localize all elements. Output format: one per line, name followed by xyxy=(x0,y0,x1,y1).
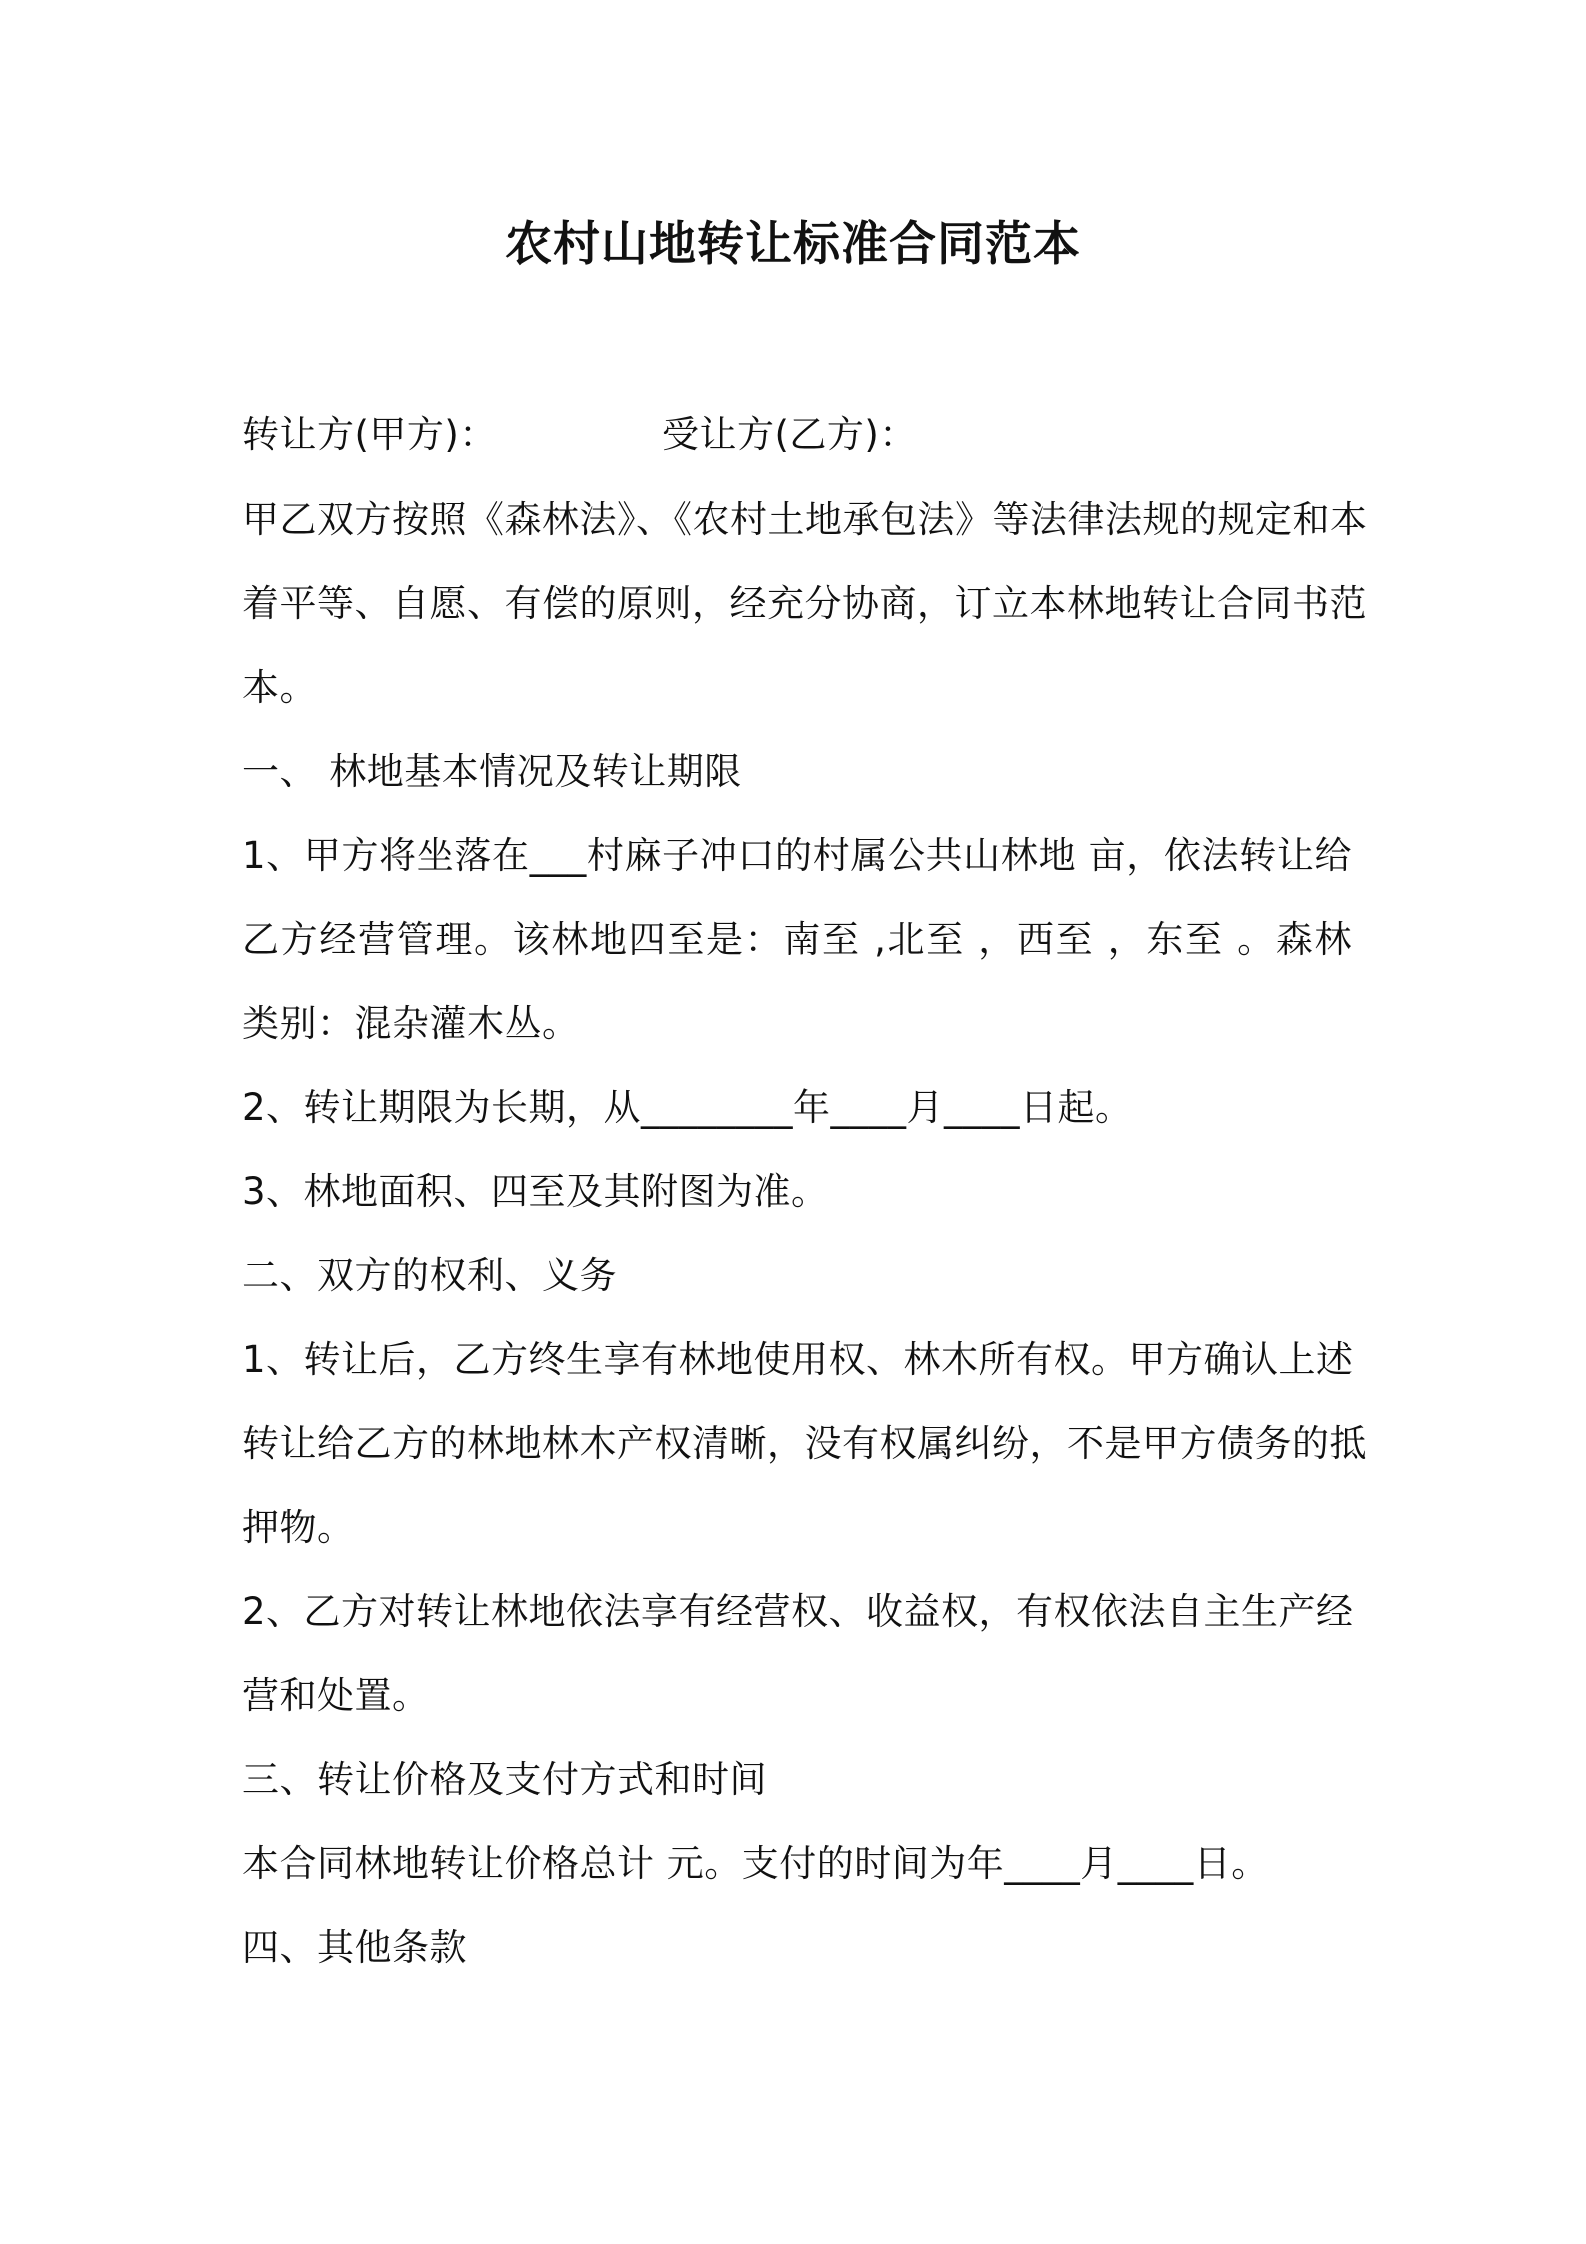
paragraph-line: 1、转让后，乙方终生享有林地使用权、林木所有权。甲方确认上述 xyxy=(242,1338,1354,1381)
paragraph-line: 1、甲方将坐落在___村麻子冲口的村属公共山林地 亩，依法转让给 xyxy=(242,834,1352,877)
section-heading: 三、转让价格及支付方式和时间 xyxy=(242,1758,767,1801)
paragraph-line: 甲乙双方按照《森林法》、《农村土地承包法》等法律法规的规定和本 xyxy=(242,498,1368,541)
paragraph-line: 着平等、自愿、有偿的原则，经充分协商，订立本林地转让合同书范 xyxy=(242,582,1367,625)
paragraph-line: 本。 xyxy=(242,666,317,709)
paragraph-line: 2、转让期限为长期，从________年____月____日起。 xyxy=(242,1086,1133,1129)
paragraph-line: 3、林地面积、四至及其附图为准。 xyxy=(242,1170,829,1213)
paragraph-line: 转让给乙方的林地林木产权清晰，没有权属纠纷，不是甲方债务的抵 xyxy=(242,1422,1367,1465)
paragraph-line: 本合同林地转让价格总计 元。支付的时间为年____月____日。 xyxy=(242,1842,1269,1885)
section-heading: 二、双方的权利、义务 xyxy=(242,1254,617,1297)
party-a-label: 转让方(甲方)： xyxy=(242,413,497,456)
parties-line xyxy=(242,410,1352,460)
paragraph-line: 押物。 xyxy=(242,1506,355,1549)
section-heading: 四、其他条款 xyxy=(242,1926,467,1969)
party-b-label: 受让方(乙方)： xyxy=(662,413,917,456)
paragraph-line: 类别：混杂灌木丛。 xyxy=(242,1002,580,1045)
section-heading: 一、 林地基本情况及转让期限 xyxy=(242,750,742,793)
paragraph-line: 乙方经营管理。该林地四至是：南至 ,北至 ，西至 ，东至 。森林 xyxy=(242,918,1352,961)
paragraph-line: 营和处置。 xyxy=(242,1674,430,1717)
document-title: 农村山地转让标准合同范本 xyxy=(505,217,1081,272)
paragraph-line: 2、乙方对转让林地依法享有经营权、收益权，有权依法自主生产经 xyxy=(242,1590,1354,1633)
